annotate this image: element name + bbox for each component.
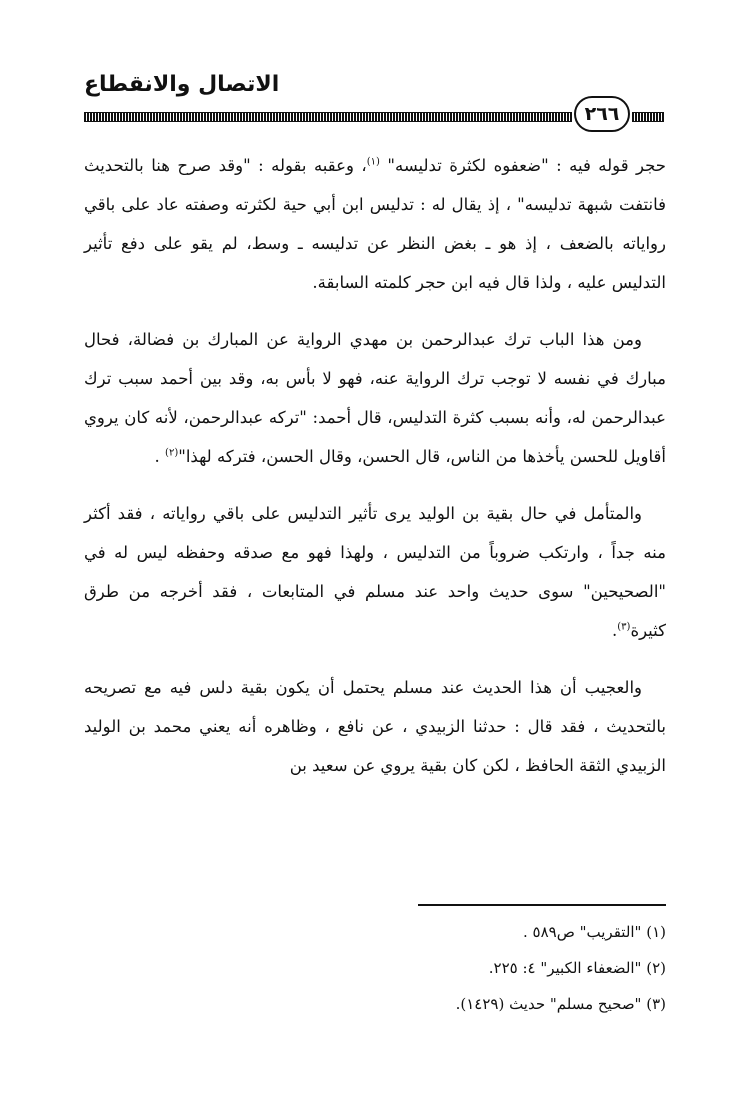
footnote-rule xyxy=(418,904,666,906)
body-text xyxy=(84,146,666,803)
paragraph-tail: . xyxy=(154,447,166,466)
paragraph-text: حجر قوله فيه : "ضعفوه لكثرة تدليسه" xyxy=(379,156,666,175)
paragraph-2 xyxy=(84,320,666,476)
paragraph-text: ومن هذا الباب ترك عبدالرحمن بن مهدي الرواية عن المبارك بن فضالة، فحال مبارك في نفسه لا توجب ترك الرواية عنه، فهو لا بأس به، وقد بين أحمد سبب ترك عبدالرحمن له، وأنه بسبب كثرة التدليس، قال أحمد: "تركه عبدالرحمن، لأنه كان يروي أقاويل للحسن يأخذها من الناس، قال الحسن، وقال الحسن، فتركه لهذا" xyxy=(84,330,666,466)
paragraph-4 xyxy=(84,668,666,785)
footnote-3: (٣) "صحيح مسلم" حديث (١٤٢٩). xyxy=(455,995,666,1013)
footnotes xyxy=(84,914,666,1022)
footnote-ref-3: (٣) xyxy=(617,621,631,633)
page-number: ٢٦٦ xyxy=(574,96,630,132)
header-rule-right xyxy=(632,112,664,122)
footnote-2: (٢) "الضعفاء الكبير" ٤: ٢٢٥. xyxy=(488,959,666,977)
paragraph-tail: . xyxy=(612,621,618,640)
paragraph-3 xyxy=(84,494,666,650)
paragraph-text: والمتأمل في حال بقية بن الوليد يرى تأثير التدليس على باقي رواياته ، فقد أكثر منه جداً ، وارتكب ضروباً من التدليس ، ولهذا فهو مع صدقه وحفظه ليس له في "الصحيحين" سوى حديث واحد عند مسلم في المتابعات ، فقد أخرجه من طرق كثيرة xyxy=(84,504,666,640)
footnote-ref-2: (٢) xyxy=(165,447,179,459)
header-rule xyxy=(84,112,572,122)
footnote-ref-1: (١) xyxy=(366,156,380,168)
footnote-1: (١) "التقريب" ص٥٨٩ . xyxy=(523,923,666,941)
running-title: الاتصال والانقطاع xyxy=(84,72,280,97)
paragraph-1 xyxy=(84,146,666,302)
paragraph-text: ، وعقبه بقوله : "وقد صرح هنا بالتحديث فانتفت شبهة تدليسه" ، إذ يقال له : تدليس ابن أبي حية لكثرته وصفته عاد على باقي رواياته بالضعف ، إذ هو ـ بغض النظر عن تدليسه ـ وسط، لم يقو على دفع تأثير التدليس عليه ، ولذا قال فيه ابن حجر كلمته السابقة. xyxy=(84,156,666,292)
paragraph-text: والعجيب أن هذا الحديث عند مسلم يحتمل أن يكون بقية دلس فيه مع تصريحه بالتحديث ، فقد قال : حدثنا الزبيدي ، عن نافع ، وظاهره أنه يعني محمد بن الوليد الزبيدي الثقة الحافظ ، لكن كان بقية يروي عن سعيد بن xyxy=(84,678,666,775)
